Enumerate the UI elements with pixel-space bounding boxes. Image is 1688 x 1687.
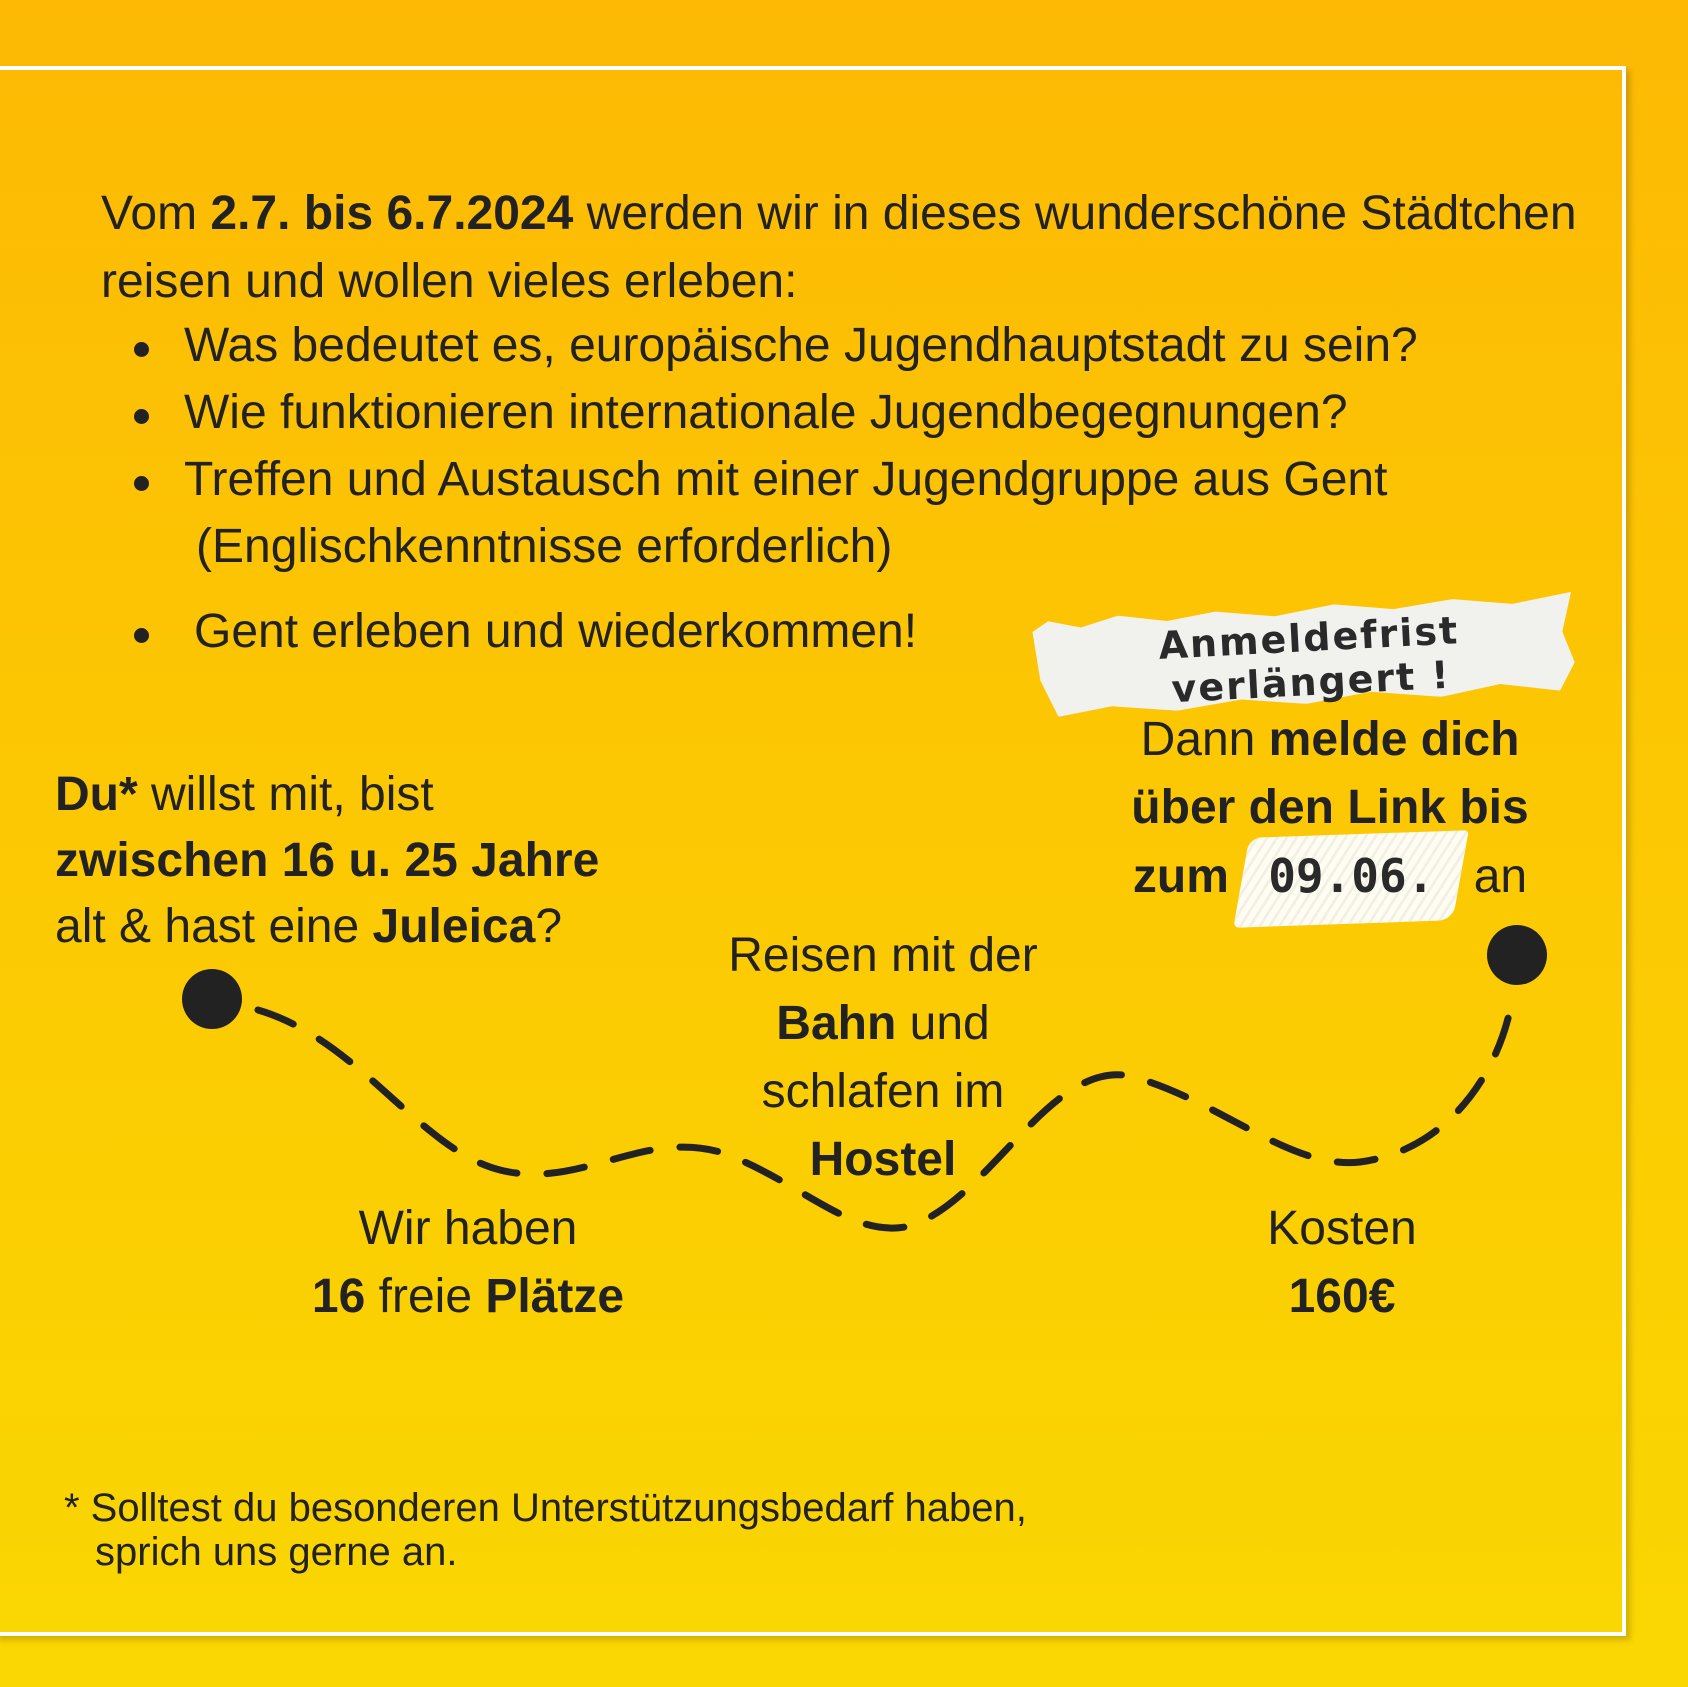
cost-text (1192, 1195, 1492, 1331)
travel-hostel: Hostel (809, 1133, 957, 1186)
bullet-subtext: (Englischkenntnisse erforderlich) (196, 520, 893, 573)
eligibility-text (55, 762, 599, 960)
register-b1: melde dich (1268, 713, 1520, 766)
register-text (1060, 706, 1600, 911)
travel-text (683, 922, 1083, 1194)
intro-post: werden wir in dieses wunderschöne Städtchen reisen und wollen vieles erleben: (101, 187, 1577, 308)
register-t2: an (1473, 850, 1528, 903)
bullet-text: Treffen und Austausch mit einer Jugendgruppe aus Gent (184, 453, 1388, 506)
bullet-text: Wie funktionieren internationale Jugendbegegnungen? (184, 386, 1348, 439)
footnote-line-2: sprich uns gerne an. (95, 1530, 458, 1574)
places-t1: Wir haben (358, 1202, 578, 1255)
travel-t2: und (896, 997, 990, 1050)
intro-pre: Vom (101, 187, 211, 240)
eligibility-t1: willst mit, bist (137, 768, 434, 821)
eligibility-t3: ? (535, 900, 563, 953)
register-b2: über den Link bis (1131, 781, 1529, 834)
travel-t1: Reisen mit der (728, 929, 1038, 982)
register-t1: Dann (1140, 713, 1269, 766)
deadline-extended-label: Anmeldefrist verlängert ! (1157, 608, 1461, 712)
deadline-date: 09.06. (1242, 842, 1460, 910)
start-dot (182, 969, 242, 1029)
eligibility-t2: alt & hast eine (55, 900, 373, 953)
travel-t3: schlafen im (761, 1065, 1005, 1118)
bullet-text: Was bedeutet es, europäische Jugendhauptstadt zu sein? (184, 319, 1418, 372)
footnote-line-1: * Solltest du besonderen Unterstützungsbedarf haben, (64, 1486, 1027, 1530)
footnote (64, 1486, 1027, 1574)
register-b3: zum (1132, 850, 1229, 903)
cost-label: Kosten (1267, 1202, 1417, 1255)
end-dot (1487, 925, 1547, 985)
eligibility-juleica: Juleica (372, 900, 536, 953)
intro-dates: 2.7. bis 6.7.2024 (210, 187, 574, 240)
bullet-text: Gent erleben und wiederkommen! (194, 605, 918, 658)
places-b: Plätze (485, 1270, 625, 1323)
places-num: 16 (311, 1270, 366, 1323)
eligibility-age: zwischen 16 u. 25 Jahre (55, 834, 600, 887)
places-text (268, 1195, 668, 1331)
cost-value: 160€ (1288, 1270, 1396, 1323)
eligibility-du: Du* (55, 768, 138, 821)
places-t2: freie (365, 1270, 486, 1323)
travel-bahn: Bahn (776, 997, 897, 1050)
